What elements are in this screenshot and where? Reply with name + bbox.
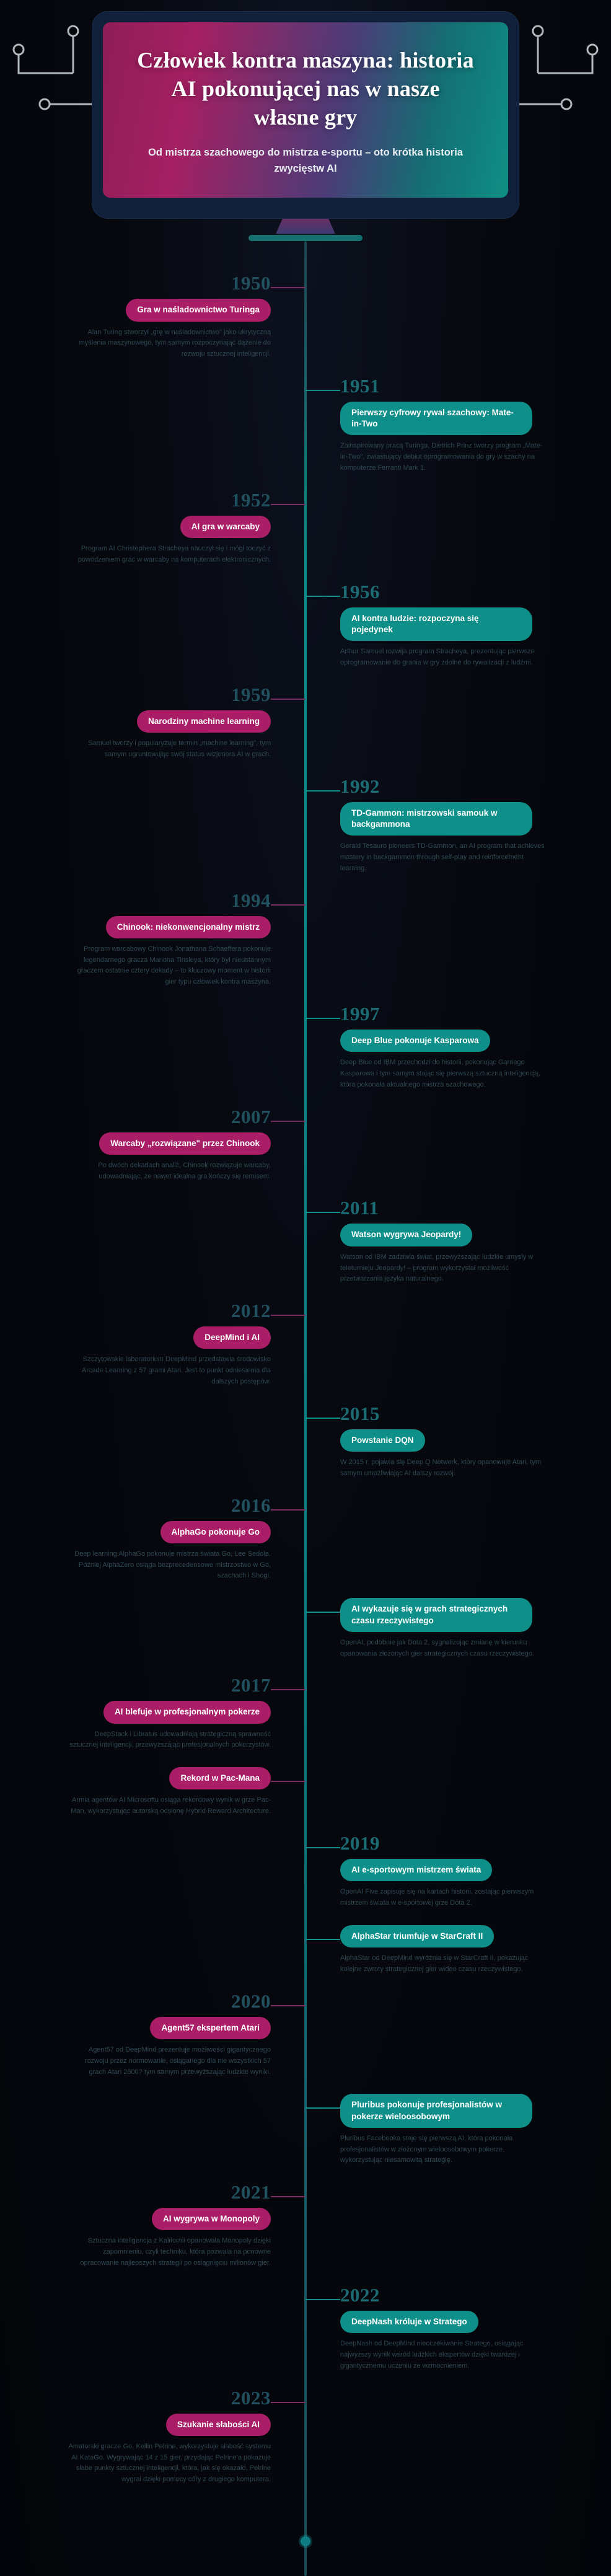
timeline-left-column xyxy=(0,1767,306,1817)
timeline-right-column xyxy=(306,1992,611,2078)
timeline-event xyxy=(0,1675,611,1751)
timeline-right-column xyxy=(306,1598,611,1659)
event-year: 1951 xyxy=(340,375,380,397)
event-connector-line xyxy=(306,1612,340,1613)
event-connector-line xyxy=(271,1315,306,1316)
event-connector-line xyxy=(306,1212,340,1213)
timeline-left-column xyxy=(0,1833,306,1909)
event-description: Agent57 od DeepMind prezentuje możliwości gigantycznego rozwoju przez normowanie, osiąganego dla nie wszystkich 57 grach Atari 2600? tym samym przewyższając ludzkie wyniki. xyxy=(84,2045,271,2076)
event-label-pill[interactable]: AI gra w warcaby xyxy=(180,516,271,538)
timeline-left-column xyxy=(0,2388,306,2486)
event-year: 2011 xyxy=(340,1197,379,1219)
event-description: W 2015 r. pojawia się Deep Q Network, który opanowuje Atari, tym samym umożliwiając AI dalszy rozwój. xyxy=(340,1458,542,1477)
event-year: 1994 xyxy=(231,889,271,911)
event-year: 2023 xyxy=(231,2386,271,2409)
event-connector-line xyxy=(306,1939,340,1940)
event-description: OpenAI Five zapisuje się na kartach historii, zostając pierwszym mistrzem świata w e-sportowej grze Dota 2. xyxy=(340,1888,534,1907)
event-year: 2016 xyxy=(231,1494,271,1516)
event-description: Szczytowskie laboratorium DeepMind przedstawia środowisko Arcade Learning z 57 grami Atari. Jest to punkt odniesienia dla dalszych postępów. xyxy=(81,1356,271,1385)
event-label-pill[interactable]: AlphaGo pokonuje Go xyxy=(160,1521,271,1543)
timeline-event xyxy=(0,490,611,566)
event-description: Gerald Tesauro pioneers TD-Gammon, an AI program that achieves mastery in backgammon through self-play and reinforcement learning. xyxy=(340,842,545,872)
event-description: DeepNash od DeepMind nieoczekiwanie Stratego, osiągając najwyższy wynik wśród ludzkich ekspertów dzięki twardzej i gigantycznemu uczeniu ze wzmocnieniem. xyxy=(340,2340,524,2370)
timeline-event xyxy=(0,685,611,761)
event-description: Alan Turing stworzył „grę w naśladownictwo" jako ukrytyczną myślenia maszynowego, tym samym rozpoczynając dążenie do rozwoju sztucznej inteligencji. xyxy=(79,328,271,358)
timeline-right-column xyxy=(306,1496,611,1582)
event-label-pill[interactable]: Rekord w Pac-Mana xyxy=(169,1767,271,1789)
timeline-right-column xyxy=(306,1004,611,1091)
timeline-left-column xyxy=(0,685,306,761)
timeline-right-column xyxy=(306,1767,611,1817)
event-year: 2021 xyxy=(231,2181,271,2203)
timeline-left-column xyxy=(0,891,306,988)
event-connector-line xyxy=(271,1121,306,1122)
timeline-left-column xyxy=(0,1496,306,1582)
timeline-right-column xyxy=(306,2388,611,2486)
event-description: DeepStack i Libratus udowadniają strategiczną sprawność sztucznej inteligencji, przewyższając profesjonalnych pokerzystów. xyxy=(69,1730,271,1749)
event-description: OpenAI, podobnie jak Dota 2, sygnalizując zmianę w kierunku opanowania złożonych gier strategicznych czasu rzeczywistego. xyxy=(340,1638,535,1657)
event-label-pill[interactable]: AlphaStar triumfuje w StarCraft II xyxy=(340,1925,494,1947)
monitor-stand-base xyxy=(248,235,363,241)
event-label-pill[interactable]: Watson wygrywa Jeopardy! xyxy=(340,1224,472,1246)
event-year: 1952 xyxy=(231,488,271,511)
event-year: 1956 xyxy=(340,580,380,602)
event-description: Program AI Christophera Stracheya nauczył się i mógł toczyć z powodzeniem grać w warcaby na komputerach elektronicznych. xyxy=(77,545,271,563)
event-description: Amatorski gracze Go, Kellin Pelrine, wykorzystuje słabość systemu AI KataGo. Wygrywając 14 z 15 gier, przydając Pelrine'a pokazuje słabe punkty sztucznej inteligencji, która, jak się okazało, Pelrine wygrał dzięki pomocy córy z drugiego komputera. xyxy=(68,2442,271,2484)
event-connector-line xyxy=(271,1781,306,1782)
event-year: 2017 xyxy=(231,1674,271,1696)
event-label-pill[interactable]: Warcaby „rozwiązane" przez Chinook xyxy=(99,1132,271,1155)
timeline-event xyxy=(0,1833,611,1909)
event-description: Deep Blue od IBM przechodzi do historii, pokonując Garriego Kasparowa i tym samym stając się pierwszą sztuczną inteligencją, która pokonała aktualnego mistrza szachowego. xyxy=(340,1059,540,1088)
event-description: AlphaStar od DeepMind wyróżnia się w StarCraft II, pokazując kolejne zwroty strategicznej gier wideo czasu rzeczywistego. xyxy=(340,1954,529,1973)
event-year: 2015 xyxy=(340,1402,380,1424)
event-connector-line xyxy=(271,2402,306,2403)
timeline-left-column xyxy=(0,2285,306,2372)
monitor-frame xyxy=(92,11,519,219)
monitor-screen xyxy=(103,22,508,198)
event-connector-line xyxy=(306,2299,340,2300)
event-description: Po dwóch dekadach analiz, Chinook rozwiązuje warcaby, udowadniając, że nawet idealna gra kończy się remisem. xyxy=(98,1161,271,1180)
event-label-pill[interactable]: Powstanie DQN xyxy=(340,1429,425,1452)
header-monitor xyxy=(0,0,611,241)
timeline-event xyxy=(0,1992,611,2078)
page-subtitle: Od mistrza szachowego do mistrza e-sportu – oto krótka historia zwycięstw AI xyxy=(148,147,463,174)
event-connector-line xyxy=(306,2107,340,2109)
timeline-event xyxy=(0,1107,611,1183)
timeline-event xyxy=(0,2285,611,2372)
event-label-pill[interactable]: Agent57 ekspertem Atari xyxy=(150,2017,271,2039)
timeline-right-column xyxy=(306,1925,611,1975)
event-label-pill[interactable]: Gra w naśladownictwo Turinga xyxy=(126,299,271,321)
timeline xyxy=(0,241,611,2576)
timeline-right-column xyxy=(306,1107,611,1183)
event-year: 2020 xyxy=(231,1990,271,2012)
timeline-right-column xyxy=(306,2285,611,2372)
event-year: 1997 xyxy=(340,1002,380,1025)
timeline-event xyxy=(0,1496,611,1582)
timeline-left-column xyxy=(0,1992,306,2078)
timeline-right-column xyxy=(306,777,611,875)
event-connector-line xyxy=(271,1689,306,1690)
timeline-event xyxy=(0,2182,611,2269)
event-connector-line xyxy=(306,1847,340,1848)
event-label-pill[interactable]: AI kontra ludzie: rozpoczyna się pojedynek xyxy=(340,607,532,641)
timeline-event xyxy=(0,891,611,988)
timeline-right-column xyxy=(306,490,611,566)
event-label-pill[interactable]: DeepNash króluje w Stratego xyxy=(340,2311,478,2333)
event-label-pill[interactable]: TD-Gammon: mistrzowski samouk w backgammona xyxy=(340,802,532,836)
timeline-left-column xyxy=(0,490,306,566)
timeline-event xyxy=(0,582,611,669)
timeline-event xyxy=(0,1404,611,1480)
timeline-event xyxy=(0,1598,611,1659)
event-connector-line xyxy=(271,2196,306,2197)
event-connector-line xyxy=(306,1018,340,1019)
timeline-left-column xyxy=(0,1301,306,1388)
event-description: Watson od IBM zadziwia świat, przewyższając ludzkie umysły w teleturnieju Jeopardy! – program wykorzystał możliwość przetwarzania języka naturalnego. xyxy=(340,1253,534,1283)
event-label-pill[interactable]: AI e-sportowym mistrzem świata xyxy=(340,1859,492,1881)
event-year: 2007 xyxy=(231,1105,271,1127)
event-label-pill[interactable]: Narodziny machine learning xyxy=(137,710,271,733)
timeline-right-column xyxy=(306,1404,611,1480)
event-description: Armia agentów AI Microsoftu osiąga rekordowy wynik w grze Pac-Man, wykorzystując autorską odsłonę Hybrid Reward Architecture. xyxy=(71,1796,271,1815)
timeline-event xyxy=(0,376,611,474)
event-description: Arthur Samuel rozwija program Stracheya, prezentując pierwsze oprogramowanie do grania w gry zdolne do rywalizacji z ludźmi. xyxy=(340,648,535,666)
event-connector-line xyxy=(271,2005,306,2006)
event-label-pill[interactable]: Pluribus pokonuje profesjonalistów w pokerze wieloosobowym xyxy=(340,2094,532,2127)
timeline-event xyxy=(0,1767,611,1817)
monitor-stand-neck xyxy=(276,218,335,234)
event-connector-line xyxy=(271,504,306,505)
event-year: 2012 xyxy=(231,1300,271,1322)
timeline-right-column xyxy=(306,1301,611,1388)
event-year: 1950 xyxy=(231,272,271,294)
page-title: Człowiek kontra maszyna: historia AI pokonującej nas w nasze własne gry xyxy=(137,48,474,130)
event-year: 1959 xyxy=(231,683,271,705)
timeline-left-column xyxy=(0,1198,306,1285)
timeline-right-column xyxy=(306,1198,611,1285)
event-description: Pluribus Facebooka staje się pierwszą AI, która pokonała profesjonalistów w złożonym wieloosobowym pokerze, wykorzystując niesamowitą strategię. xyxy=(340,2134,513,2164)
timeline-event xyxy=(0,2388,611,2486)
timeline-right-column xyxy=(306,1833,611,1909)
timeline-event xyxy=(0,1301,611,1388)
timeline-left-column xyxy=(0,273,306,360)
timeline-left-column xyxy=(0,376,306,474)
timeline-right-column xyxy=(306,1675,611,1751)
event-year: 1992 xyxy=(340,775,380,797)
event-description: Deep learning AlphaGo pokonuje mistrza świata Go, Lee Sedola. Później AlphaZero osiąga bezprecedensowe mistrzostwo w Go, szachach i Shogi. xyxy=(74,1550,271,1580)
event-label-pill[interactable]: Chinook: niekonwencjonalny mistrz xyxy=(106,916,271,938)
timeline-event xyxy=(0,2094,611,2166)
event-connector-line xyxy=(306,596,340,597)
event-description: Program warcabowy Chinook Jonathana Schaeffera pokonuje legendarnego gracza Mariona Tinsleya, który był nieustannym graczem ostatnie cztery dekady – to kluczowy moment w historii gier typu człowiek kontra maszyna. xyxy=(77,945,271,986)
timeline-right-column xyxy=(306,273,611,360)
timeline-event xyxy=(0,1004,611,1091)
timeline-left-column xyxy=(0,1925,306,1975)
timeline-event xyxy=(0,1198,611,1285)
event-label-pill[interactable]: Pierwszy cyfrowy rywal szachowy: Mate-in-Two xyxy=(340,402,532,435)
timeline-event xyxy=(0,273,611,360)
event-label-pill[interactable]: AI wygrywa w Monopoly xyxy=(152,2208,271,2230)
timeline-right-column xyxy=(306,582,611,669)
timeline-end-dot xyxy=(301,2536,310,2546)
event-label-pill[interactable]: DeepMind i AI xyxy=(193,1326,271,1349)
event-connector-line xyxy=(306,790,340,792)
timeline-right-column xyxy=(306,891,611,988)
timeline-left-column xyxy=(0,1404,306,1480)
timeline-right-column xyxy=(306,685,611,761)
event-connector-line xyxy=(306,390,340,391)
event-year: 2022 xyxy=(340,2283,380,2306)
timeline-left-column xyxy=(0,582,306,669)
timeline-left-column xyxy=(0,777,306,875)
event-label-pill[interactable]: Deep Blue pokonuje Kasparowa xyxy=(340,1030,490,1052)
event-label-pill[interactable]: AI wykazuje się w grach strategicznych czasu rzeczywistego xyxy=(340,1598,532,1631)
timeline-left-column xyxy=(0,1107,306,1183)
timeline-right-column xyxy=(306,376,611,474)
event-connector-line xyxy=(271,287,306,288)
event-year: 2019 xyxy=(340,1832,380,1855)
event-description: Zainspirowany pracą Turinga, Dietrich Prinz tworzy program „Mate-in-Two", zwiastujący debiut oprogramowania do gry w szachy na komputerze Ferranti Mark 1. xyxy=(340,442,543,472)
event-connector-line xyxy=(271,904,306,906)
timeline-right-column xyxy=(306,2182,611,2269)
timeline-right-column xyxy=(306,2094,611,2166)
timeline-event xyxy=(0,777,611,875)
event-connector-line xyxy=(271,1509,306,1511)
event-connector-line xyxy=(271,699,306,700)
timeline-left-column xyxy=(0,2094,306,2166)
timeline-left-column xyxy=(0,1598,306,1659)
timeline-left-column xyxy=(0,2182,306,2269)
event-label-pill[interactable]: Szukanie słabości AI xyxy=(166,2414,271,2436)
event-description: Samuel tworzy i popularyzuje termin „machine learning", tym samym ugruntowując swój status wizjonera AI w grach. xyxy=(88,739,271,758)
timeline-left-column xyxy=(0,1004,306,1091)
event-label-pill[interactable]: AI blefuje w profesjonalnym pokerze xyxy=(103,1701,271,1723)
event-description: Sztuczna inteligencja z Kalifornii opanowała Monopoly dzięki zapomnieniu, czyli techniku, która pozwala na ponowne opracowanie najlepszych strategii po osiągnięciu milionów gier. xyxy=(80,2237,271,2267)
timeline-event xyxy=(0,1925,611,1975)
event-connector-line xyxy=(306,1418,340,1419)
timeline-left-column xyxy=(0,1675,306,1751)
